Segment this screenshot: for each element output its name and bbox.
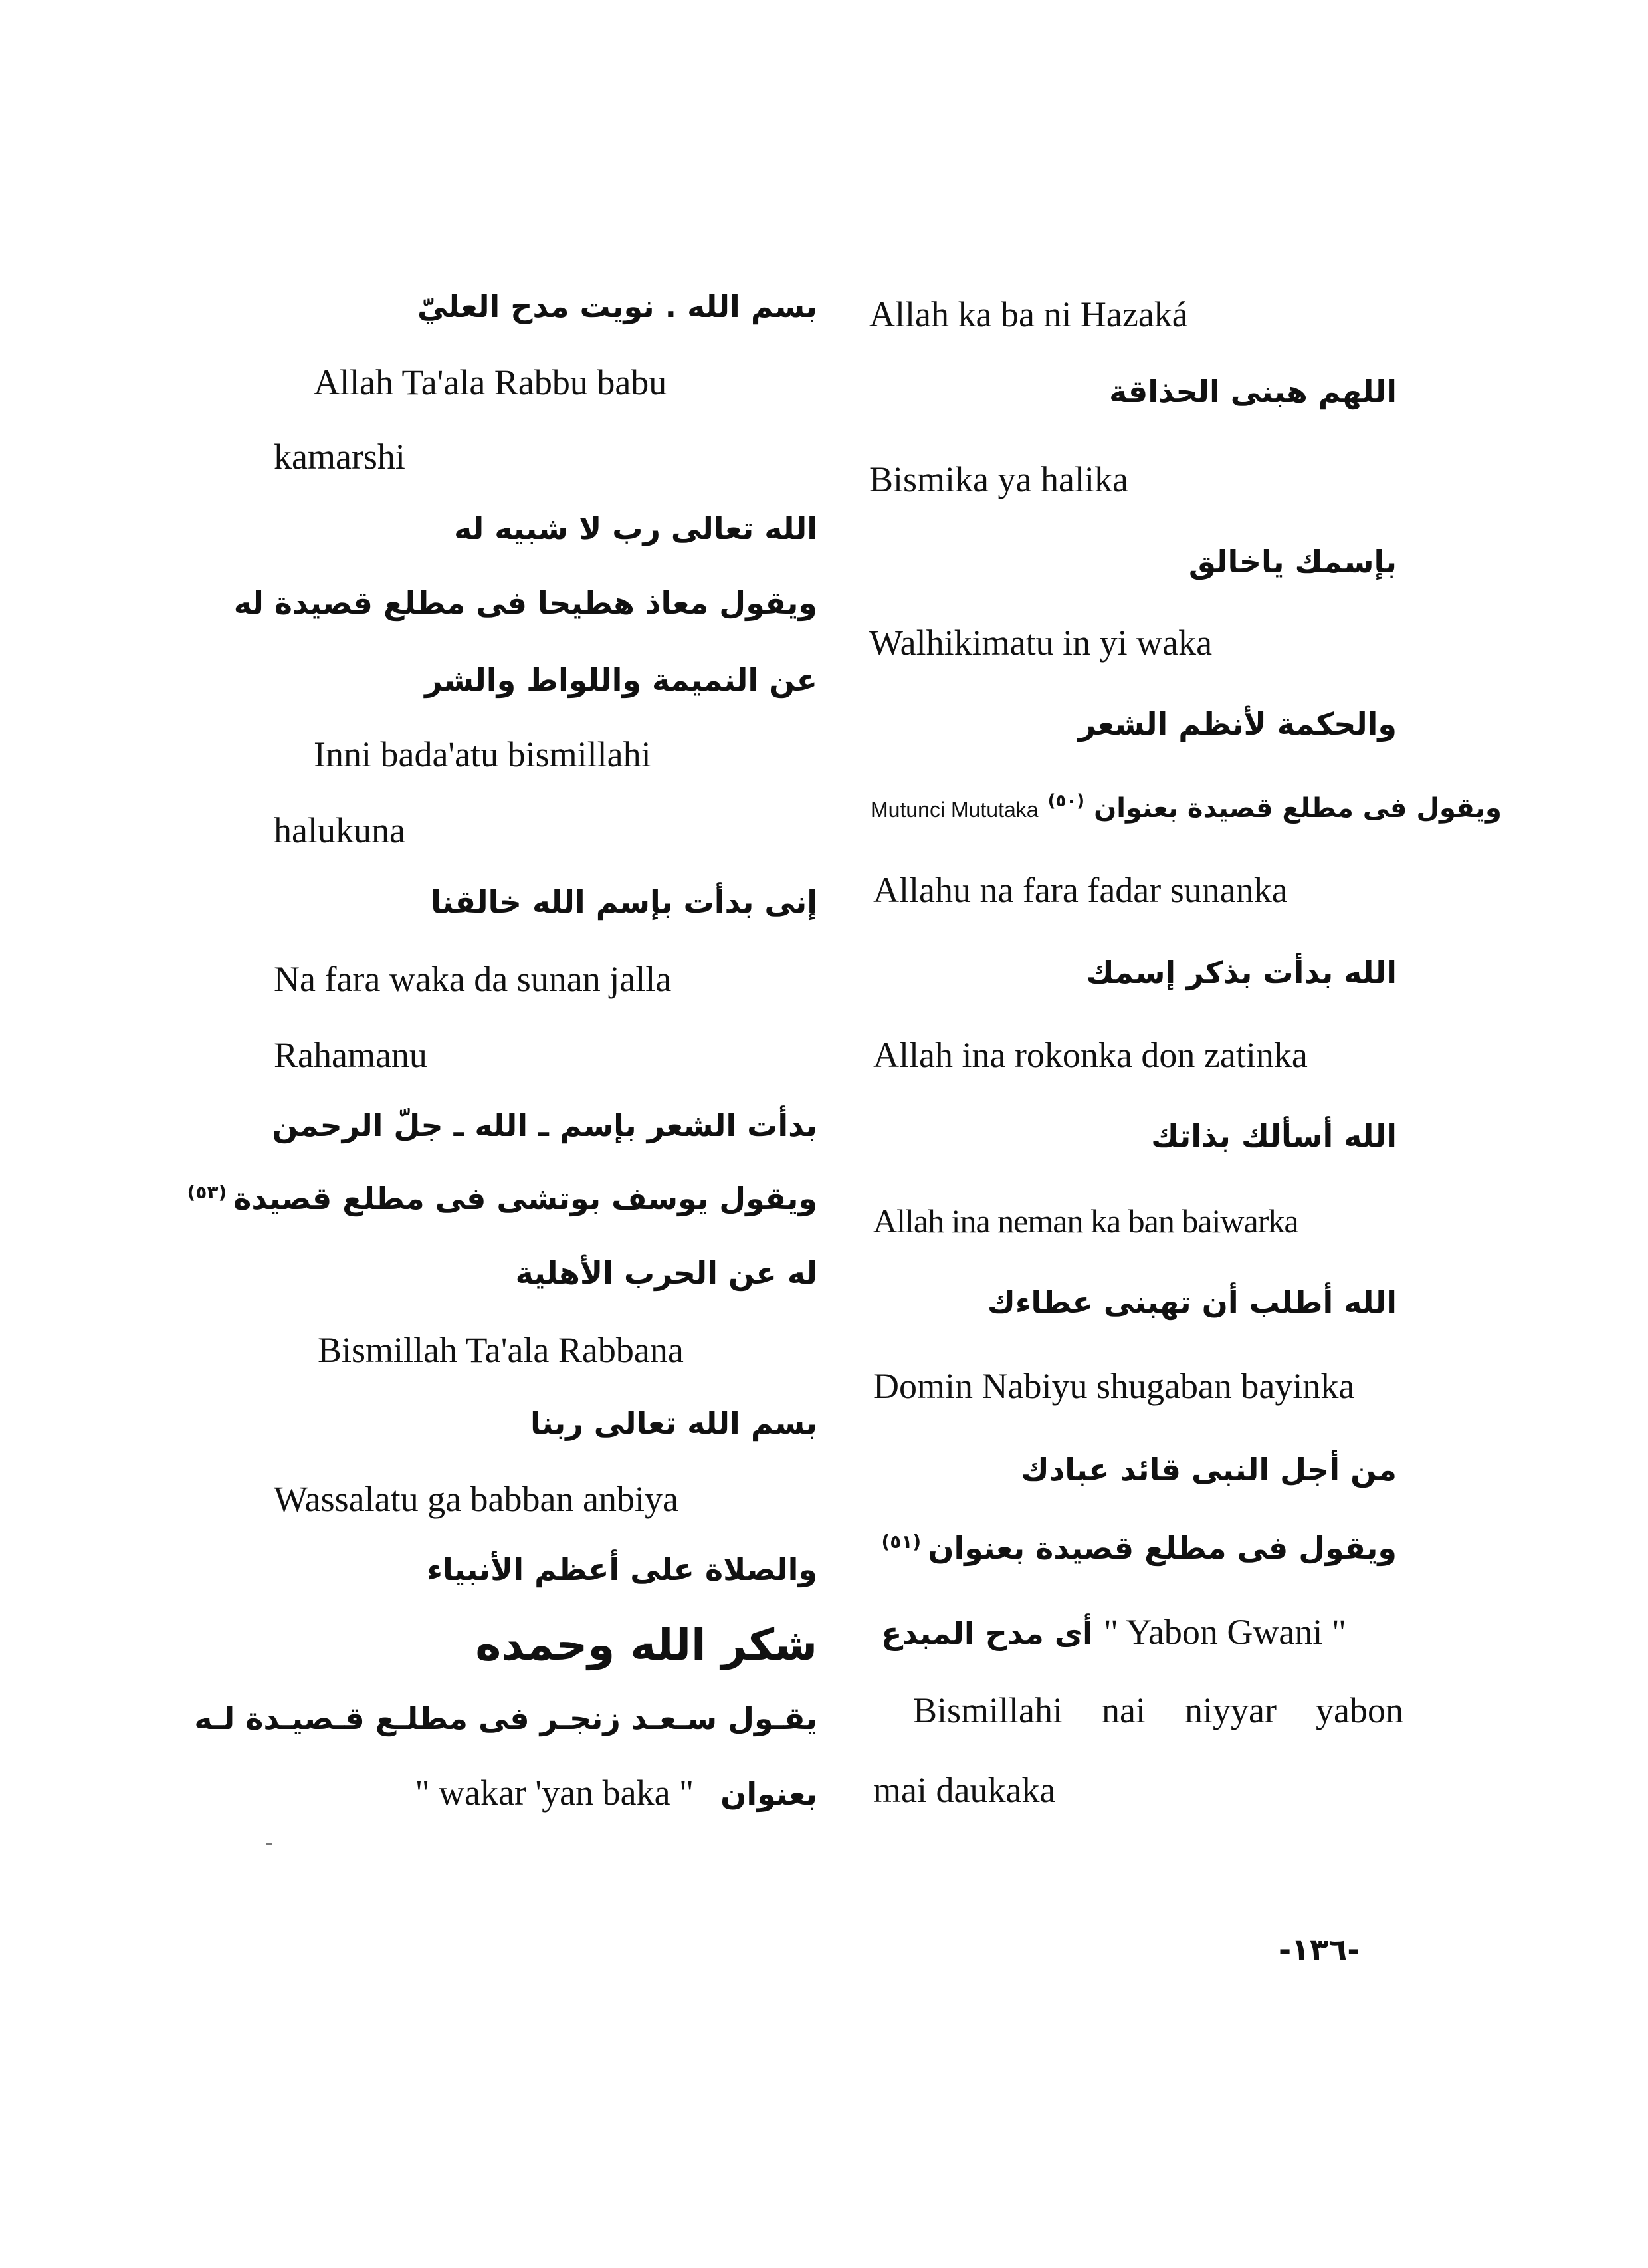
left-line-21: [415, 1775, 817, 1811]
right-line-11: الله أسألك بذاتك: [1151, 1118, 1397, 1154]
right-line-13: الله أطلب أن تهبنى عطاءك: [987, 1284, 1397, 1320]
right-line-18-word: Bismillahi: [913, 1690, 1063, 1730]
left-line-01: بسم الله . نويت مدح العليّ: [417, 288, 817, 324]
right-line-09: الله بدأت بذكر إسمك: [1086, 955, 1397, 990]
left-line-21-arabic: بعنوان: [720, 1776, 817, 1812]
right-line-18-word: niyyar: [1185, 1690, 1277, 1730]
left-line-03: kamarshi: [274, 437, 405, 477]
right-line-18: [913, 1692, 1403, 1728]
left-line-10: Na fara waka da sunan jalla: [274, 959, 672, 999]
right-line-16: [881, 1530, 1397, 1566]
right-line-08: Allahu na fara fadar sunanka: [873, 870, 1288, 910]
footnote-ref-53: (٥٣): [187, 1181, 227, 1203]
left-line-09: إنى بدأت بإسم الله خالقنا: [431, 884, 817, 920]
left-line-17: Wassalatu ga babban anbiya: [274, 1479, 678, 1519]
right-line-12: Allah ina neman ka ban baiwarka: [873, 1202, 1298, 1240]
left-line-12: بدأت الشعر بإسم ـ الله ـ جلّ الرحمن: [272, 1107, 817, 1143]
left-line-15: Bismillah Ta'ala Rabbana: [318, 1330, 684, 1370]
left-line-04: الله تعالى رب لا شبيه له: [454, 510, 817, 546]
right-line-16-text: ويقول فى مطلع قصيدة بعنوان: [928, 1530, 1397, 1566]
footnote-ref-50: (٥٠): [1047, 791, 1085, 811]
left-line-07: Inni bada'atu bismillahi: [314, 735, 651, 774]
right-line-17-arabic: أى مدح المبدع: [881, 1615, 1093, 1651]
page-number: -١٣٦-: [1279, 1932, 1360, 1968]
poem-title-wakar-yan-baka: " wakar 'yan baka ": [415, 1773, 694, 1813]
footnote-ref-51: (٥١): [881, 1531, 922, 1553]
left-line-18: والصلاة على أعظم الأنبياء: [427, 1551, 817, 1587]
left-line-06: عن النميمة واللواط والشر: [425, 662, 817, 698]
right-line-14: Domin Nabiyu shugaban bayinka: [873, 1366, 1355, 1406]
left-line-11: Rahamanu: [274, 1035, 427, 1075]
left-line-05: ويقول معاذ هطيحا فى مطلع قصيدة له: [233, 585, 817, 621]
right-line-18-word: yabon: [1316, 1690, 1403, 1730]
left-line-19-heading: شكر الله وحمده: [475, 1619, 817, 1670]
right-line-10: Allah ina rokonka don zatinka: [873, 1035, 1308, 1075]
left-line-14: له عن الحرب الأهلية: [515, 1255, 817, 1291]
right-line-04: بإسمك ياخالق: [1188, 544, 1397, 580]
right-line-17: [881, 1614, 1346, 1650]
left-line-13: [187, 1183, 817, 1214]
left-line-08: halukuna: [274, 810, 405, 850]
right-line-18-word: nai: [1102, 1690, 1146, 1730]
right-line-05: Walhikimatu in yi waka: [869, 623, 1213, 663]
left-line-02: Allah Ta'ala Rabbu babu: [314, 362, 667, 402]
right-line-02: اللهم هبنى الحذاقة: [1109, 374, 1397, 409]
left-line-20: يقـول سـعـد زنجـر فى مطلـع قـصيـدة لـه: [194, 1700, 817, 1736]
right-line-03: Bismika ya halika: [869, 459, 1128, 499]
right-line-06: والحكمة لأنظم الشعر: [1078, 706, 1397, 742]
page-mark: [266, 1843, 272, 1845]
right-line-01: Allah ka ba ni Hazaká: [869, 294, 1188, 334]
left-line-16: بسم الله تعالى ربنا: [530, 1405, 817, 1441]
right-line-07-arabic: ويقول فى مطلع قصيدة بعنوان: [1094, 793, 1502, 824]
right-line-07: [871, 791, 1502, 824]
poem-title-mutunci-mututaka: Mutunci Mututaka: [871, 798, 1039, 822]
right-line-19: mai daukaka: [873, 1770, 1056, 1810]
poem-title-yabon-gwani: " Yabon Gwani ": [1103, 1612, 1346, 1652]
left-line-13-text: ويقول يوسف بوتشى فى مطلع قصيدة: [233, 1181, 817, 1216]
right-line-15: من أجل النبى قائد عبادك: [1021, 1452, 1397, 1488]
